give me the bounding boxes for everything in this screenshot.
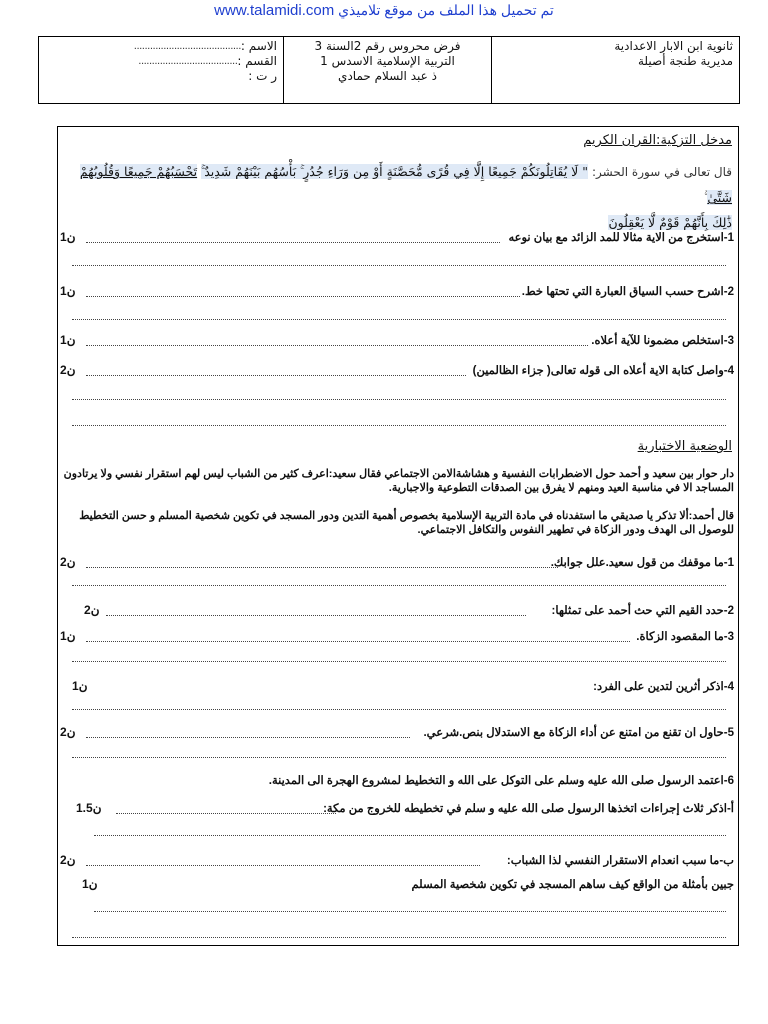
answer-line[interactable] xyxy=(86,865,480,866)
answer-line[interactable] xyxy=(106,615,526,616)
site-url[interactable]: www.talamidi.com xyxy=(214,2,335,19)
s2-question-6c: جبين بأمثلة من الواقع كيف ساهم المسجد في تكوين شخصية المسلم xyxy=(411,879,734,891)
s2-question-6b: ب-ما سبب انعدام الاستقرار النفسي لذا الشباب: xyxy=(506,855,734,867)
class-label: القسم : xyxy=(237,54,277,68)
verse-line2: ذَٰلِكَ بِأَنَّهُمْ قَوْمٌ لَّا يَعْقِلُونَ xyxy=(608,215,732,230)
section1-title: مدخل التزكية:القران الكريم xyxy=(583,133,732,148)
answer-line[interactable] xyxy=(72,319,726,320)
class-row xyxy=(45,54,277,69)
s1-question-1: 1-استخرج من الاية مثالا للمد الزائد مع بيان نوعه xyxy=(508,232,734,244)
s2-question-2: 2-حدد القيم التي حث أحمد على تمثلها: xyxy=(551,605,734,617)
quran-verse xyxy=(60,159,732,235)
answer-line[interactable] xyxy=(86,567,558,568)
number-row xyxy=(45,69,277,84)
answer-line[interactable] xyxy=(72,265,726,266)
exam-title: فرض محروس رقم 2السنة 3 xyxy=(314,39,461,53)
s1-question-3: 3-استخلص مضمونا للآية أعلاه. xyxy=(591,335,734,347)
answer-line[interactable] xyxy=(72,937,726,938)
exam-body xyxy=(57,126,739,946)
answer-line[interactable] xyxy=(72,709,726,710)
points: 1ن xyxy=(82,877,98,891)
answer-line[interactable] xyxy=(72,757,726,758)
s2-question-6a: أ-اذكر ثلاث إجراءات اتخذها الرسول صلى الله عليه و سلم في تخطيطه للخروج من مكة: xyxy=(323,803,734,815)
s1-question-2: 2-اشرح حسب السياق العبارة التي تحتها خط. xyxy=(521,286,734,298)
student-info xyxy=(39,37,283,103)
points: 2ن xyxy=(60,725,76,739)
answer-line[interactable] xyxy=(72,661,726,662)
answer-line[interactable] xyxy=(86,375,466,376)
points: 1ن xyxy=(60,333,76,347)
points: 1ن xyxy=(60,230,76,244)
s2-question-1: 1-ما موقفك من قول سعيد.علل جوابك. xyxy=(550,557,734,569)
answer-line[interactable] xyxy=(86,737,410,738)
site-banner xyxy=(0,0,768,22)
answer-line[interactable] xyxy=(86,345,588,346)
teacher: ذ عبد السلام حمادي xyxy=(338,69,437,83)
answer-line[interactable] xyxy=(72,425,726,426)
verse-underlined: تَحْسَبُهُمْ جَمِيعًا وَقُلُوبُهُمْ شَتَّىٰ xyxy=(79,164,732,205)
scenario-paragraph-2 xyxy=(60,509,734,537)
name-label: الاسم : xyxy=(240,39,277,53)
answer-line[interactable] xyxy=(86,242,500,243)
points: 1ن xyxy=(60,284,76,298)
scenario-line: للوصول الى الهدف ودور الزكاة في تطهير النفوس والتكافل الاجتماعي. xyxy=(417,524,734,536)
directorate: مديرية طنجة أصيلة xyxy=(638,54,733,68)
answer-line[interactable] xyxy=(72,585,726,586)
answer-line[interactable] xyxy=(72,399,726,400)
name-row xyxy=(45,39,277,54)
verse-part1: " لَا يُقَاتِلُونَكُمْ جَمِيعًا إِلَّا فِي قُرًى مُّحَصَّنَةٍ أَوْ مِن وَرَاءِ جُدُرٍ ۚ بَأْسُهُم بَيْنَهُمْ شَدِيدٌ ۚ xyxy=(201,164,589,179)
points: 2ن xyxy=(60,555,76,569)
site-text: تم تحميل هذا الملف من موقع تلاميذي xyxy=(338,2,554,18)
s2-question-5: 5-حاول ان تقنع من امتنع عن أداء الزكاة مع الاستدلال بنص.شرعي. xyxy=(423,727,734,739)
s1-question-4: 4-واصل كتابة الاية أعلاه الى قوله تعالى( جزاء الظالمين) xyxy=(472,365,734,377)
points: 1.5ن xyxy=(76,801,102,815)
number-label: ر ت : xyxy=(248,69,277,83)
exam-header xyxy=(38,36,740,104)
name-field[interactable]: ........................................ xyxy=(133,41,241,52)
scenario-paragraph-1 xyxy=(60,467,734,495)
points: 2ن xyxy=(84,603,100,617)
points: 1ن xyxy=(60,629,76,643)
verse-intro: قال تعالى في سورة الحشر: xyxy=(592,165,732,179)
answer-line[interactable] xyxy=(86,296,520,297)
answer-line[interactable] xyxy=(116,813,336,814)
points: 1ن xyxy=(72,679,88,693)
s2-question-4: 4-اذكر أثرين لتدين على الفرد: xyxy=(593,681,734,693)
answer-line[interactable] xyxy=(94,835,726,836)
s2-question-3: 3-ما المقصود الزكاة. xyxy=(636,631,734,643)
points: 2ن xyxy=(60,363,76,377)
scenario-line: دار حوار بين سعيد و أحمد حول الاضطرابات النفسية و هشاشةالامن الاجتماعي فقال سعيد:اعرف كثير من الشباب ليس لهم استقرار نفسي ولا يرتادون xyxy=(63,468,734,480)
class-field[interactable]: ..................................... xyxy=(138,56,238,67)
exam-info xyxy=(283,37,491,103)
points: 2ن xyxy=(60,853,76,867)
scenario-line: قال أحمد:ألا تذكر يا صديقي ما استفدناه في مادة التربية الإسلامية بخصوص أهمية التدين ودور المسجد في تكوين شخصية المسلم و حسن التخطيط xyxy=(79,510,734,522)
answer-line[interactable] xyxy=(94,911,726,912)
answer-line[interactable] xyxy=(86,641,630,642)
school-info xyxy=(491,37,739,103)
scenario-line: المساجد الا في مناسبة العيد ومنهم لا يفرق بين الصدقات التطوعية والاجبارية. xyxy=(388,482,734,494)
school-name: ثانوية ابن الابار الاعدادية xyxy=(614,39,733,53)
section2-title: الوضعية الاختبارية xyxy=(637,439,732,454)
subject: التربية الإسلامية الاسدس 1 xyxy=(320,54,455,68)
s2-question-6: 6-اعتمد الرسول صلى الله عليه وسلم على التوكل على الله و التخطيط لمشروع الهجرة الى المدينة. xyxy=(268,775,734,787)
